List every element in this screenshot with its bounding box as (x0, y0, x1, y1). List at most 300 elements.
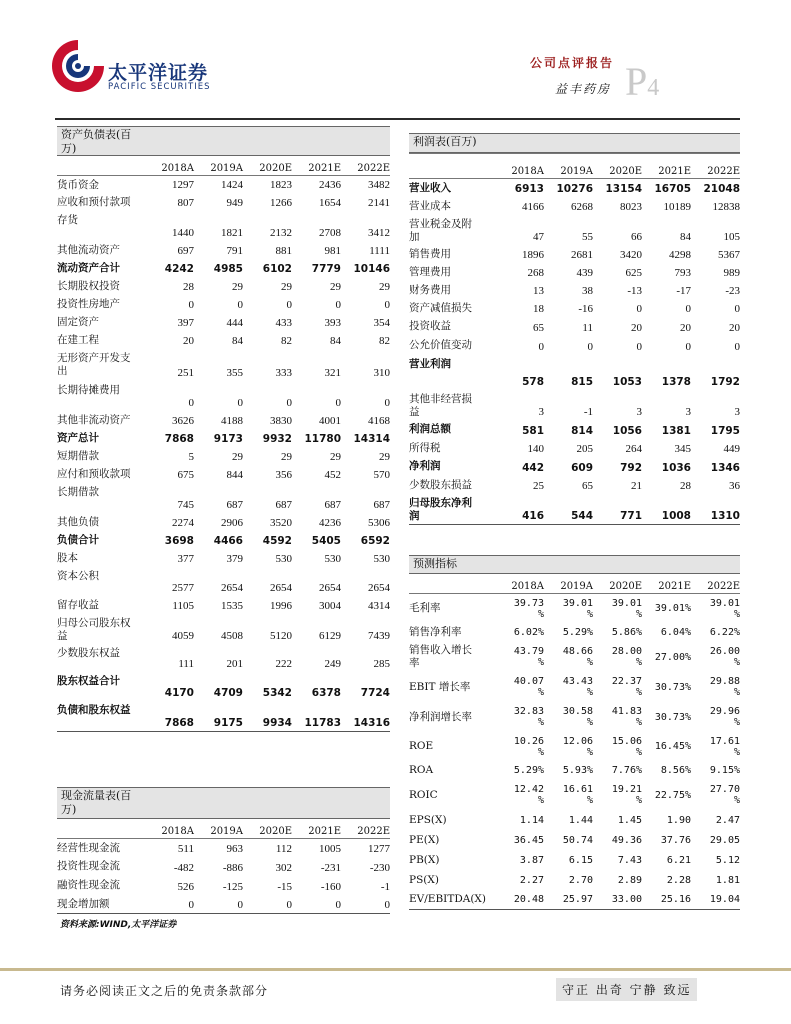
logo-text-cn: 太平洋证券 (108, 62, 209, 84)
row-label: 其他流动资产 (57, 244, 120, 256)
row-label: EPS(X) (409, 813, 447, 826)
cell-value: 1005 (319, 843, 341, 855)
cell-value: 2132 (270, 227, 292, 239)
cell-value: 9173 (213, 433, 243, 445)
cell-value: 3.87 (519, 854, 544, 866)
cell-value: 39.01 % (709, 597, 740, 620)
cell-value: 0 (188, 899, 194, 911)
cell-value: 356 (275, 469, 292, 481)
cell-value: 112 (275, 843, 292, 855)
cell-value: 22.37 % (611, 676, 642, 698)
cell-value: 6.21 (666, 854, 691, 866)
cell-value: 1823 (270, 179, 292, 191)
cell-value: 354 (373, 317, 390, 329)
cell-value: 793 (674, 267, 691, 279)
cell-value: 625 (625, 267, 642, 279)
cell-value: 6378 (311, 687, 341, 699)
table-row (57, 241, 390, 259)
cell-value: 0 (237, 299, 243, 311)
cell-value: 4985 (213, 263, 243, 275)
cell-value: 16.45% (654, 741, 691, 752)
table-row (409, 732, 740, 761)
table-row (409, 890, 740, 909)
row-label: 资产减值损失 (409, 302, 472, 314)
page-digit: 4 (647, 75, 660, 101)
cell-value: 43.79 % (513, 646, 544, 668)
cell-value: 21048 (703, 183, 740, 195)
cell-value: 3 (636, 406, 642, 418)
table-row (57, 513, 390, 531)
cell-value: 4298 (669, 249, 691, 261)
table-row (57, 259, 390, 277)
cell-value: 963 (226, 843, 243, 855)
year-header: 2021E (308, 163, 341, 174)
cell-value: 397 (177, 317, 194, 329)
cell-value: 33.00 (611, 894, 642, 905)
table-row (57, 295, 390, 313)
cell-value: 1.81 (715, 874, 740, 886)
cell-value: 1297 (172, 179, 194, 191)
cell-value: 4314 (368, 600, 390, 612)
table-row (57, 277, 390, 295)
year-header: 2018A (511, 166, 544, 177)
row-label: 无形资产开发支 出 (57, 352, 131, 377)
cell-value: 37.76 (660, 834, 691, 846)
cell-value: 0 (734, 303, 740, 315)
forecast-metrics-year-header (409, 574, 740, 594)
table-row (409, 810, 740, 830)
cell-value: 526 (177, 881, 194, 893)
cell-value: 222 (275, 658, 292, 670)
cell-value: 1277 (368, 843, 390, 855)
cell-value: 29 (232, 281, 243, 293)
row-label: 毛利率 (409, 602, 441, 614)
cell-value: 0 (188, 397, 194, 409)
row-label: 短期借款 (57, 450, 99, 462)
cell-value: 1266 (270, 197, 292, 209)
row-label: 其他非经营损 益 (409, 393, 472, 418)
cell-value: -13 (627, 285, 642, 297)
cell-value: 26.00 % (709, 646, 740, 668)
cell-value: 1535 (221, 600, 243, 612)
table-row (57, 701, 390, 731)
year-header: 2021E (308, 826, 341, 837)
cell-value: 5342 (262, 687, 292, 699)
row-label: 少数股东损益 (409, 479, 472, 491)
cell-value: 201 (226, 658, 243, 670)
cell-value: 2577 (172, 582, 194, 594)
cell-value: 3482 (368, 179, 390, 191)
cash-flow-title: 现金流量表(百 万) (57, 787, 390, 819)
cell-value: 29 (281, 281, 292, 293)
table-row (409, 263, 740, 281)
cell-value: 25.16 (660, 894, 691, 905)
cell-value: 0 (636, 341, 642, 353)
forecast-metrics-table (409, 555, 740, 910)
row-label: 资本公积 (57, 570, 99, 582)
cell-value: -482 (173, 862, 194, 874)
cell-value: 41.83 % (611, 706, 642, 728)
cell-value: 6913 (514, 183, 544, 195)
row-label: 存货 (57, 214, 78, 226)
cell-value: 7868 (164, 433, 194, 445)
cell-value: 791 (226, 245, 243, 257)
cell-value: 2654 (368, 582, 390, 594)
cell-value: 815 (571, 376, 593, 388)
cell-value: 20 (631, 322, 642, 334)
cell-value: 9934 (262, 717, 292, 729)
cell-value: 36 (729, 480, 740, 492)
cell-value: 2.47 (715, 814, 740, 826)
table-row (409, 215, 740, 245)
row-label: 销售费用 (409, 248, 451, 260)
cell-value: 578 (522, 376, 544, 388)
year-header: 2018A (511, 581, 544, 592)
cell-value: 771 (620, 510, 642, 522)
table-row (409, 317, 740, 336)
row-label: 归母股东净利 润 (409, 497, 472, 522)
cell-value: 268 (527, 267, 544, 279)
cell-value: 1424 (221, 179, 243, 191)
cell-value: 205 (576, 443, 593, 455)
cell-value: 111 (178, 658, 194, 670)
row-label: PE(X) (409, 833, 440, 846)
table-row (409, 870, 740, 890)
cell-value: 1792 (710, 376, 740, 388)
year-header: 2020E (259, 163, 292, 174)
cell-value: 25.97 (562, 894, 593, 905)
table-row (409, 336, 740, 355)
cell-value: 2906 (221, 517, 243, 529)
cell-value: 39.01 % (611, 597, 642, 620)
cash-flow-year-header (57, 819, 390, 839)
cell-value: 0 (384, 299, 390, 311)
cell-value: 0 (286, 899, 292, 911)
table-row (409, 623, 740, 642)
cell-value: 28 (680, 480, 691, 492)
cell-value: 1346 (710, 462, 740, 474)
table-row (57, 672, 390, 701)
cell-value: 8023 (620, 201, 642, 213)
row-label: 营业利润 (409, 358, 451, 370)
table-row (57, 381, 390, 411)
cell-value: 310 (373, 367, 390, 379)
cell-value: 40.07 % (513, 676, 544, 698)
row-label: EV/EBITDA(X) (409, 893, 486, 905)
cell-value: 6268 (571, 201, 593, 213)
table-row (409, 642, 740, 672)
income-statement-year-header (409, 153, 740, 179)
cell-value: 4236 (319, 517, 341, 529)
cell-value: 1.14 (519, 814, 544, 826)
cell-value: 6.15 (568, 854, 593, 866)
row-label: 销售净利率 (409, 626, 462, 638)
cell-value: 48.66 % (562, 646, 593, 668)
cell-value: 379 (226, 553, 243, 565)
cell-value: 4188 (221, 415, 243, 427)
row-label: 流动资产合计 (57, 262, 120, 274)
cell-value: 792 (620, 462, 642, 474)
cell-value: 6592 (360, 535, 390, 547)
cell-value: 675 (177, 469, 194, 481)
cell-value: 355 (226, 367, 243, 379)
cell-value: 7724 (360, 687, 390, 699)
cell-value: 49.36 (611, 834, 642, 846)
cell-value: 84 (330, 335, 341, 347)
cell-value: 30.58 % (562, 706, 593, 728)
cell-value: 2654 (270, 582, 292, 594)
cell-value: 0 (384, 397, 390, 409)
row-label: 应付和预收款项 (57, 468, 131, 480)
year-header: 2020E (259, 826, 292, 837)
page-number (625, 58, 659, 105)
cell-value: 249 (324, 658, 341, 670)
cell-value: 0 (286, 397, 292, 409)
company-motto: 守正 出奇 宁静 致远 (556, 978, 697, 1001)
cell-value: 21 (631, 480, 642, 492)
cell-value: 12.42 % (513, 784, 544, 806)
cell-value: 0 (237, 899, 243, 911)
cell-value: 609 (571, 462, 593, 474)
cash-flow-rows (57, 839, 390, 914)
year-header: 2018A (161, 163, 194, 174)
cell-value: 4166 (522, 201, 544, 213)
cell-value: 29 (330, 451, 341, 463)
table-row (57, 193, 390, 211)
table-row (57, 644, 390, 672)
table-row (409, 761, 740, 780)
cell-value: 66 (631, 231, 642, 243)
row-label: 经营性现金流 (57, 842, 120, 854)
cell-value: 84 (680, 231, 691, 243)
year-header: 2021E (658, 166, 691, 177)
cell-value: 4466 (213, 535, 243, 547)
cell-value: 0 (335, 299, 341, 311)
cell-value: 449 (723, 443, 740, 455)
cell-value: 807 (177, 197, 194, 209)
cell-value: 0 (188, 299, 194, 311)
year-header: 2018A (161, 826, 194, 837)
table-row (409, 281, 740, 299)
cell-value: 16.61 % (562, 784, 593, 806)
data-source-note: 资料来源:WIND,太平洋证券 (60, 920, 177, 930)
cell-value: 2141 (368, 197, 390, 209)
cell-value: 5 (188, 451, 194, 463)
cell-value: 285 (373, 658, 390, 670)
table-row (57, 176, 390, 193)
table-row (409, 355, 740, 390)
table-row (57, 596, 390, 614)
cell-value: 1654 (319, 197, 341, 209)
cell-value: 65 (533, 322, 544, 334)
cell-value: 1821 (221, 227, 243, 239)
table-row (409, 672, 740, 702)
cell-value: 32.83 % (513, 706, 544, 728)
cell-value: 7779 (311, 263, 341, 275)
cell-value: 1036 (661, 462, 691, 474)
cell-value: 544 (571, 510, 593, 522)
table-row (57, 349, 390, 381)
cell-value: 11780 (304, 433, 341, 445)
table-row (409, 457, 740, 476)
cell-value: 4170 (164, 687, 194, 699)
row-label: 融资性现金流 (57, 879, 120, 891)
table-bottom-rule (409, 909, 740, 910)
cell-value: 0 (734, 341, 740, 353)
cell-value: 7868 (164, 717, 194, 729)
cell-value: 2708 (319, 227, 341, 239)
cell-value: 1795 (710, 425, 740, 437)
year-header: 2019A (210, 826, 243, 837)
row-label: EBIT 增长率 (409, 680, 471, 693)
cell-value: 29 (330, 281, 341, 293)
cell-value: 14316 (353, 717, 390, 729)
cell-value: 10189 (663, 201, 691, 213)
table-row (57, 447, 390, 465)
cell-value: 25 (533, 480, 544, 492)
cell-value: 36.45 (513, 834, 544, 846)
cell-value: 5.86% (611, 627, 642, 638)
cell-value: 5.29% (513, 765, 544, 776)
cell-value: 416 (522, 510, 544, 522)
income-statement-title: 利润表(百万) (409, 133, 740, 153)
cell-value: 0 (237, 397, 243, 409)
row-label: 公允价值变动 (409, 339, 472, 351)
cell-value: 2654 (221, 582, 243, 594)
cell-value: 7439 (368, 630, 390, 642)
row-label: 应收和预付款项 (57, 196, 131, 208)
cell-value: 5306 (368, 517, 390, 529)
cell-value: 39.01 % (562, 597, 593, 620)
cell-value: 105 (723, 231, 740, 243)
cell-value: 4168 (368, 415, 390, 427)
page-letter: P (625, 59, 648, 104)
balance-sheet-rows (57, 176, 390, 732)
table-row (409, 390, 740, 420)
cell-value: 393 (324, 317, 341, 329)
cell-value: 1310 (710, 510, 740, 522)
cell-value: 2.27 (519, 874, 544, 886)
balance-sheet-table (57, 126, 390, 732)
table-row (409, 245, 740, 263)
cell-value: 687 (373, 499, 390, 511)
cell-value: 511 (177, 843, 194, 855)
cell-value: 17.61 % (709, 735, 740, 758)
cell-value: 377 (177, 553, 194, 565)
cell-value: 30.73% (654, 711, 691, 723)
cell-value: 15.06 % (611, 735, 642, 758)
table-row (57, 313, 390, 331)
cell-value: -231 (320, 862, 341, 874)
cell-value: 29.96 % (709, 706, 740, 728)
footer-divider (0, 968, 791, 971)
cell-value: 16705 (654, 183, 691, 195)
row-label: 利润总额 (409, 423, 451, 435)
cell-value: 39.73 % (513, 597, 544, 620)
cell-value: 29.05 (709, 834, 740, 846)
cell-value: 12.06 % (562, 735, 593, 758)
year-header: 2022E (357, 163, 390, 174)
cell-value: -125 (222, 881, 243, 893)
table-row (57, 895, 390, 913)
row-label: 投资收益 (409, 320, 451, 332)
table-row (57, 483, 390, 513)
cell-value: 1056 (612, 425, 642, 437)
cell-value: 19.21 % (611, 784, 642, 806)
cell-value: 0 (286, 299, 292, 311)
cell-value: 1105 (172, 600, 194, 612)
cell-value: 20.48 (513, 894, 544, 905)
cell-value: 29 (232, 451, 243, 463)
cell-value: 29.88 % (709, 676, 740, 698)
cell-value: 2436 (319, 179, 341, 191)
cell-value: -1 (583, 406, 593, 418)
row-label: 留存收益 (57, 599, 99, 611)
cell-value: 433 (275, 317, 292, 329)
cell-value: -160 (320, 881, 341, 893)
cell-value: -15 (277, 881, 292, 893)
cell-value: 345 (674, 443, 691, 455)
cell-value: 0 (384, 899, 390, 911)
table-row (409, 179, 740, 197)
cell-value: 302 (275, 862, 292, 874)
cell-value: -886 (222, 862, 243, 874)
cell-value: 333 (275, 367, 292, 379)
cell-value: 745 (177, 499, 194, 511)
cash-flow-table (57, 787, 390, 914)
company-logo (40, 30, 220, 102)
cell-value: 38 (582, 285, 593, 297)
cell-value: 1896 (522, 249, 544, 261)
income-statement-rows (409, 179, 740, 525)
cell-value: 5.93% (562, 765, 593, 776)
cell-value: 19.04 (709, 894, 740, 905)
cell-value: 6.02% (513, 627, 544, 638)
table-row (409, 439, 740, 457)
cell-value: 6129 (319, 630, 341, 642)
cell-value: 3626 (172, 415, 194, 427)
row-label: 管理费用 (409, 266, 451, 278)
row-label: 长期股权投资 (57, 280, 120, 292)
cell-value: 0 (587, 341, 593, 353)
cell-value: 0 (685, 303, 691, 315)
row-label: 财务费用 (409, 284, 451, 296)
cell-value: 82 (281, 335, 292, 347)
row-label: 负债和股东权益 (57, 704, 131, 716)
cell-value: 6102 (262, 263, 292, 275)
cell-value: 4242 (164, 263, 194, 275)
cell-value: 39.01% (654, 603, 691, 614)
cell-value: 4709 (213, 687, 243, 699)
company-name: 益丰药房 (555, 82, 612, 96)
cell-value: 4592 (262, 535, 292, 547)
table-row (57, 839, 390, 857)
disclaimer-note: 请务必阅读正文之后的免责条款部分 (60, 984, 269, 998)
row-label: 投资性房地产 (57, 298, 120, 310)
cell-value: 28.00 % (611, 646, 642, 668)
cell-value: -16 (578, 303, 593, 315)
row-label: 销售收入增长 率 (409, 644, 472, 669)
cell-value: 1378 (661, 376, 691, 388)
row-label: 长期待摊费用 (57, 384, 120, 396)
table-row (409, 494, 740, 524)
logo-text-en: PACIFIC SECURITIES (108, 82, 211, 92)
cell-value: 3 (734, 406, 740, 418)
cell-value: 439 (576, 267, 593, 279)
cell-value: 844 (226, 469, 243, 481)
cell-value: 687 (226, 499, 243, 511)
table-row (409, 299, 740, 317)
